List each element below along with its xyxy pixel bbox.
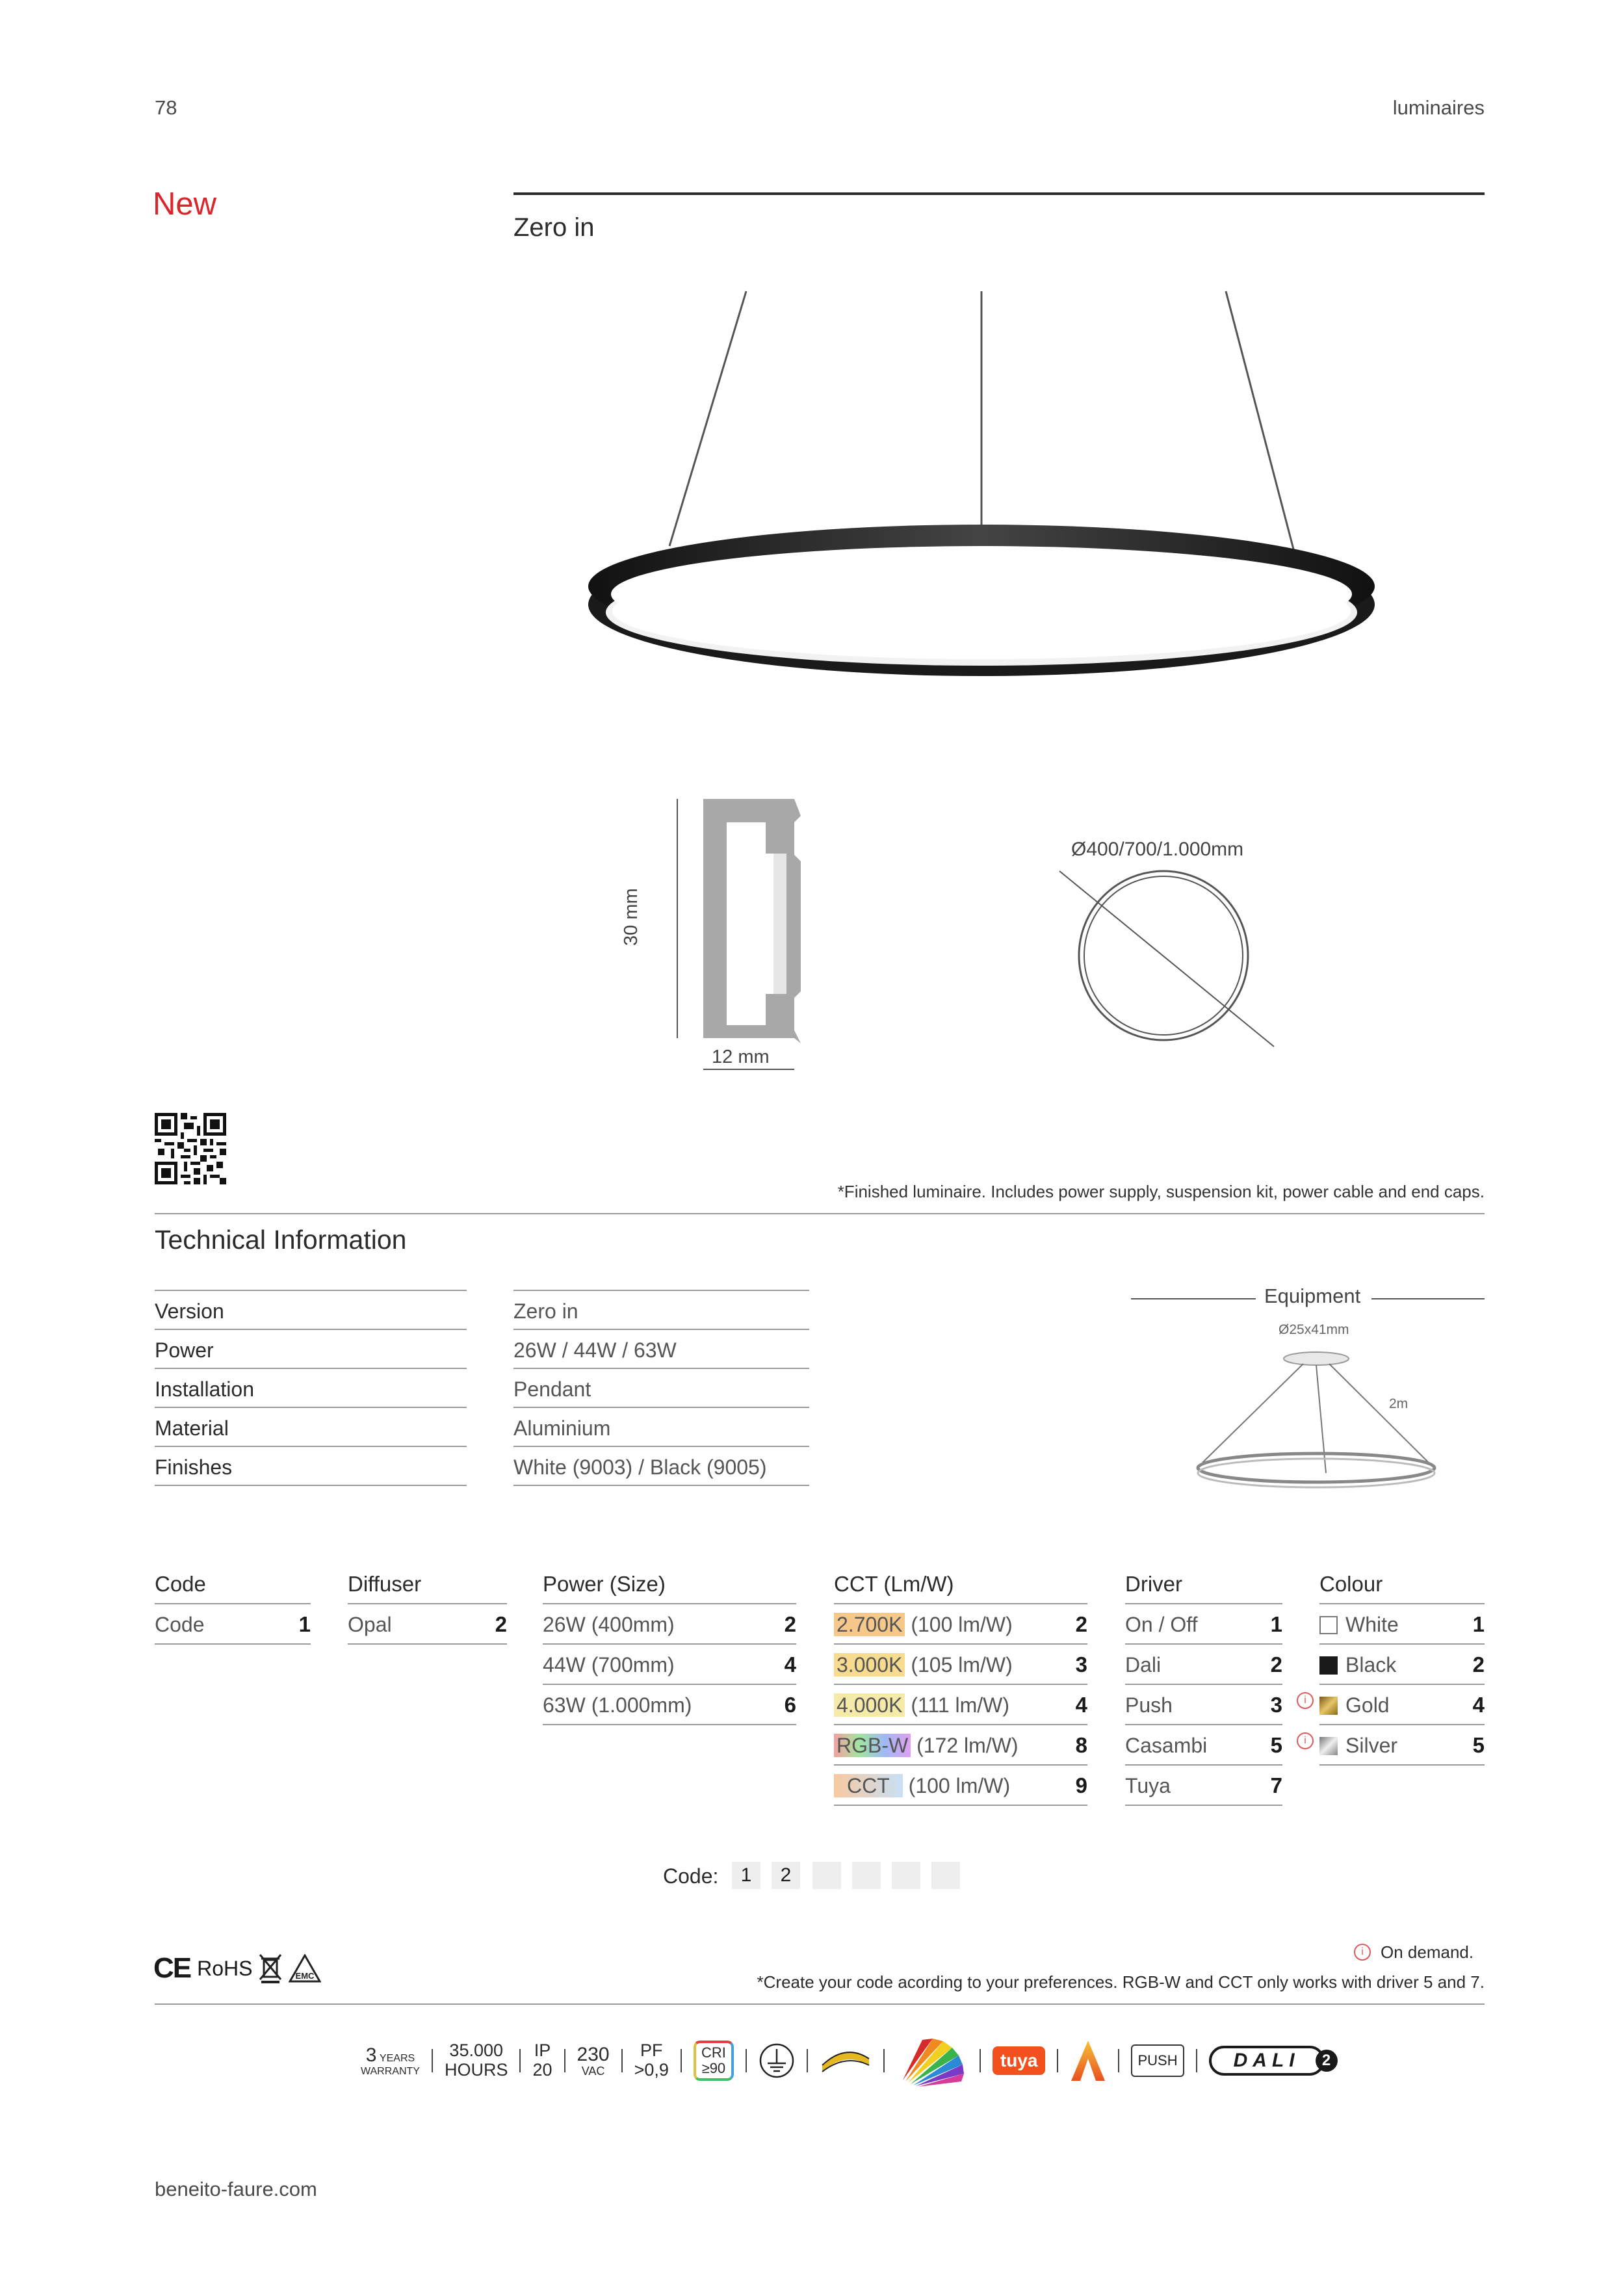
cct-tag: 3.000K [834,1653,905,1676]
spec-value-row: Pendant [513,1369,809,1408]
led-strip-icon [820,2046,872,2076]
push-icon: PUSH [1131,2044,1184,2077]
power-option-row[interactable]: 63W (1.000mm) 6 [543,1685,796,1725]
warranty-icon: 3 YEARS WARRANTY [361,2044,420,2077]
code-slot[interactable]: 2 [772,1862,800,1889]
gold-swatch [1319,1697,1338,1715]
color-fan-icon [896,2035,968,2087]
info-icon: i [1354,1944,1371,1961]
driver-option-row[interactable]: Dali 2 [1125,1645,1282,1685]
product-render [572,286,1391,702]
spec-value-row: Aluminium [513,1408,809,1447]
qr-code[interactable] [155,1113,226,1184]
power-option-row[interactable]: 44W (700mm) 4 [543,1645,796,1685]
code-option-row[interactable]: Code 1 [155,1604,311,1645]
weee-bin-icon [259,1953,282,1983]
ce-mark: CE [153,1952,191,1984]
spec-key-row: Material [155,1408,467,1447]
black-swatch [1319,1656,1338,1675]
diffuser-option-row[interactable]: Opal 2 [348,1604,507,1645]
column-head-cct: CCT (Lm/W) [834,1572,954,1596]
spec-value-row: Zero in [513,1291,809,1330]
certifications [153,1952,321,1985]
section-label: luminaires [1392,96,1485,119]
rohs-mark: RoHS [197,1956,253,1980]
cct-option-row[interactable]: CCT (100 lm/W) 9 [834,1766,1087,1806]
silver-swatch [1319,1737,1338,1755]
code-slot[interactable]: 1 [732,1862,760,1889]
colour-option-row[interactable]: Silver 5 [1319,1725,1485,1766]
code-builder-label: Code: [663,1864,719,1888]
new-badge: New [153,187,217,222]
ip-rating-icon: IP 20 [532,2041,552,2080]
title-rule [513,192,1485,195]
voltage-icon: 230 VAC [577,2043,610,2078]
on-demand-note: On demand. [1381,1942,1474,1962]
profile-section-drawing [624,796,819,1089]
column-head-colour: Colour [1319,1572,1383,1596]
equipment-canopy-label: Ø25x41mm [1279,1322,1349,1337]
driver-option-row[interactable]: On / Off 1 [1125,1604,1282,1645]
casambi-logo [1070,2039,1106,2082]
technical-info-heading: Technical Information [155,1225,407,1255]
diameter-drawing [1040,858,1287,1053]
code-slot[interactable] [812,1862,841,1889]
cct-tag: 2.700K [834,1613,905,1636]
suspension-cable-left [669,291,746,546]
code-slot[interactable] [852,1862,881,1889]
colour-option-row[interactable]: Gold 4 [1319,1685,1485,1725]
divider-rule [155,1213,1485,1214]
dali2-logo: DALI 2 [1209,2046,1338,2076]
finished-luminaire-note: *Finished luminaire. Includes power supply, suspension kit, power cable and end caps. [837,1182,1485,1201]
equipment-title: Equipment [1264,1285,1361,1307]
divider-rule [155,2003,1485,2005]
spec-key-row: Version [155,1291,467,1330]
cct-tag: 4.000K [834,1693,905,1717]
lifetime-hours-icon: 35.000 HOURS [444,2041,508,2080]
driver-option-row[interactable]: Push 3 [1125,1685,1282,1725]
info-icon[interactable]: i [1297,1692,1314,1709]
spec-value-row: 26W / 44W / 63W [513,1330,809,1369]
emc-mark [289,1954,321,1983]
power-factor-icon: PF >0,9 [634,2041,669,2080]
code-slot[interactable] [931,1862,960,1889]
colour-option-row[interactable]: Black 2 [1319,1645,1485,1685]
cct-option-row[interactable]: RGB-W (172 lm/W) 8 [834,1725,1087,1766]
cct-option-row[interactable]: 4.000K (111 lm/W) 4 [834,1685,1087,1725]
column-head-code: Code [155,1572,206,1596]
white-swatch [1319,1616,1338,1634]
website-url[interactable]: beneito-faure.com [155,2178,317,2200]
colour-option-row[interactable]: White 1 [1319,1604,1485,1645]
tuya-logo: tuya [993,2046,1046,2075]
cct-option-row[interactable]: 2.700K (100 lm/W) 2 [834,1604,1087,1645]
spec-key-row: Finishes [155,1447,467,1486]
power-option-row[interactable]: 26W (400mm) 2 [543,1604,796,1645]
create-code-note: *Create your code acording to your preferences. RGB-W and CCT only works with driver 5 and 7. [757,1972,1485,1992]
equipment-cable-label: 2m [1389,1396,1409,1411]
page-number: 78 [155,96,177,119]
driver-option-row[interactable]: Tuya 7 [1125,1766,1282,1806]
earth-ground-icon [759,2042,795,2079]
info-icon[interactable]: i [1297,1732,1314,1749]
column-head-diffuser: Diffuser [348,1572,422,1596]
diameter-label: Ø400/700/1.000mm [1071,839,1244,860]
cri-icon: CRI ≥90 [694,2041,734,2081]
cct-tag: RGB-W [834,1734,911,1757]
code-slot[interactable] [892,1862,920,1889]
column-head-power: Power (Size) [543,1572,666,1596]
profile-width-label: 12 mm [712,1047,770,1067]
equipment-drawing [1189,1346,1443,1495]
svg-text:EMC: EMC [296,1971,315,1981]
cct-option-row[interactable]: 3.000K (105 lm/W) 3 [834,1645,1087,1685]
profile-height-label: 30 mm [621,888,642,946]
product-title: Zero in [513,213,595,242]
cct-tag: CCT [834,1774,903,1797]
feature-icon-bar [361,2035,1486,2087]
driver-option-row[interactable]: Casambi 5 [1125,1725,1282,1766]
column-head-driver: Driver [1125,1572,1182,1596]
spec-value-row: White (9003) / Black (9005) [513,1447,809,1486]
spec-key-row: Power [155,1330,467,1369]
spec-key-row: Installation [155,1369,467,1408]
